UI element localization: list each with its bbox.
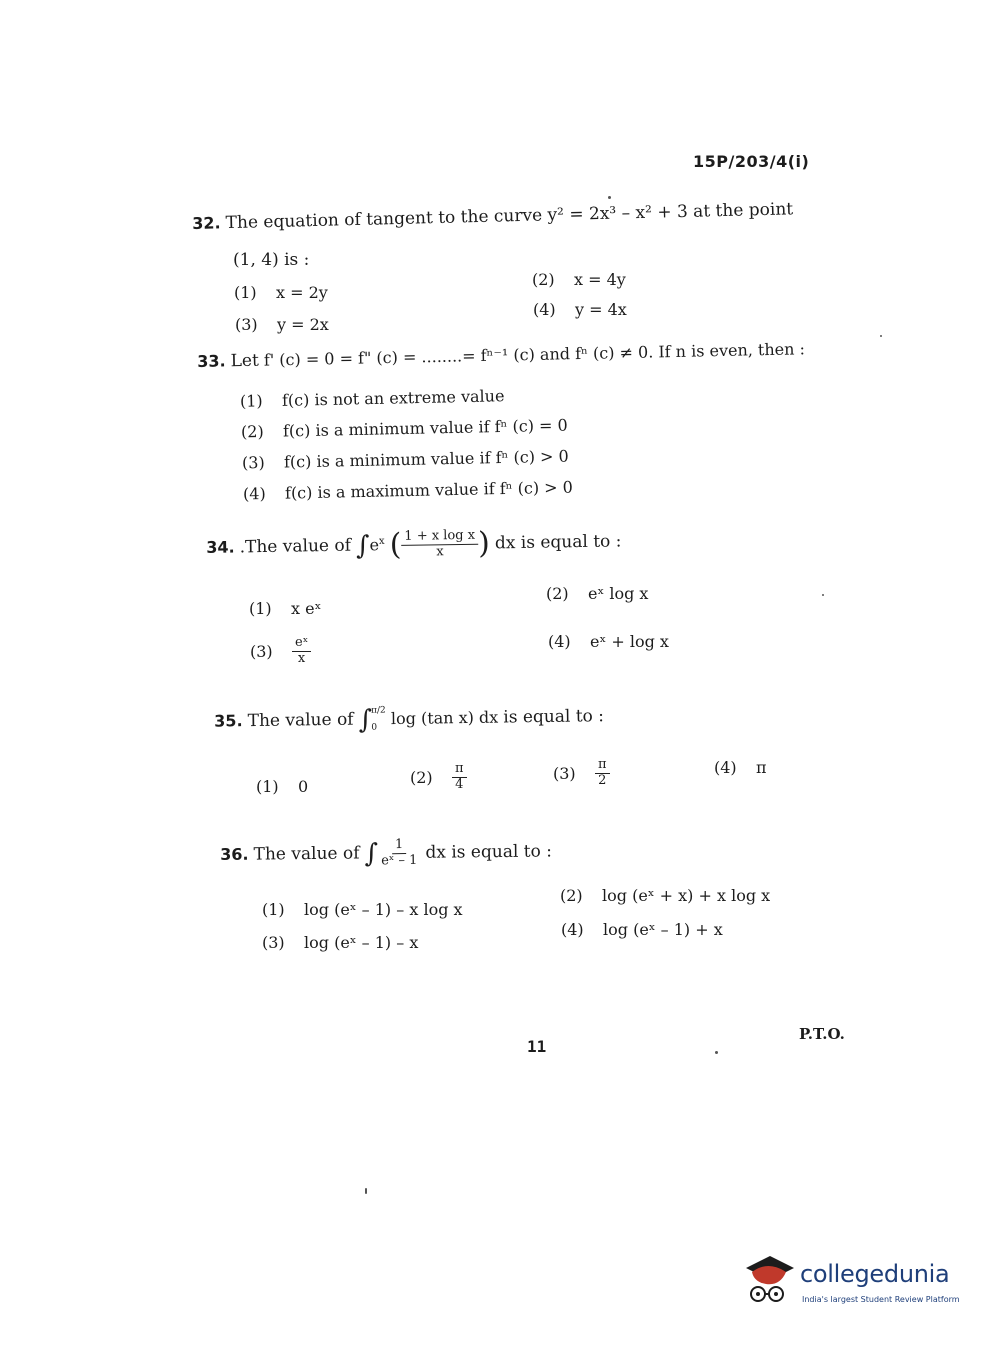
question-text: f' (c) = 0 = f" (c) = ........= fⁿ⁻¹ (c) and fⁿ (c) ≠ 0. If n is even, then :	[263, 339, 806, 370]
option-1: (1) f(c) is not an extreme value	[239, 386, 505, 411]
collegedunia-logo	[740, 1250, 970, 1310]
question-suffix: dx is equal to :	[425, 841, 553, 863]
question-number: 33.	[197, 351, 226, 371]
option-4: (4) eˣ + log x	[548, 632, 669, 651]
question-prefix: .The value of	[239, 535, 352, 558]
integral-limits: π/2 0	[370, 705, 386, 733]
question-suffix: dx is equal to :	[494, 531, 622, 554]
option-fraction: $\frac{\pi}{2}$	[595, 758, 610, 789]
scan-speck	[715, 1051, 718, 1054]
pto-label: P.T.O.	[799, 1025, 845, 1043]
option-3: (3) $\frac{\pi}{2}$	[553, 758, 610, 789]
question-34	[206, 526, 622, 563]
question-text: The equation of tangent to the curve y² = 2x³ – x² + 3 at the point	[225, 199, 794, 234]
option-2: (2) f(c) is a minimum value if fⁿ (c) = 0	[240, 415, 568, 442]
question-text-continued: (1, 4) is :	[233, 250, 310, 270]
question-36	[220, 837, 552, 871]
option-1: (1) x = 2y	[234, 283, 328, 302]
option-2: (2) eˣ log x	[546, 584, 649, 603]
open-paren: (	[389, 527, 402, 563]
question-prefix: Let	[230, 350, 260, 372]
question-suffix: is equal to :	[503, 706, 605, 728]
page-number: 11	[527, 1037, 547, 1056]
option-1: (1) log (eˣ – 1) – x log x	[262, 900, 463, 919]
integrand-exponent: x	[378, 535, 385, 547]
option-1: (1) x eˣ	[249, 599, 322, 618]
question-32	[192, 199, 793, 234]
brand-tagline: India's largest Student Review Platform	[802, 1295, 960, 1304]
option-4: (4) π	[714, 758, 767, 777]
option-3: (3) y = 2x	[235, 315, 329, 334]
question-35	[214, 700, 604, 740]
question-number: 34.	[206, 537, 235, 557]
integral-sign: ∫	[355, 530, 370, 562]
scan-speck	[365, 1188, 367, 1194]
integrand-fraction: $\frac{\text{1 + x log x}}{x}$	[401, 529, 478, 561]
option-2: (2) log (eˣ + x) + x log x	[560, 886, 771, 905]
option-3: (3) f(c) is a minimum value if fⁿ (c) > 0	[241, 446, 569, 473]
scan-speck	[608, 196, 611, 199]
integrand-fraction: $\frac{1}{\text{eˣ – 1}}$	[381, 837, 418, 869]
question-number: 35.	[214, 711, 243, 731]
option-2: (2) x = 4y	[532, 270, 626, 289]
option-4: (4) f(c) is a maximum value if fⁿ (c) > 0	[242, 477, 574, 504]
close-paren: )	[477, 525, 491, 562]
integrand: log (tan x) dx	[390, 707, 499, 729]
question-prefix: The value of	[247, 709, 354, 732]
integral-sign: ∫	[364, 838, 379, 869]
option-fraction: $\frac{\pi}{4}$	[452, 762, 467, 793]
scan-speck	[880, 335, 882, 337]
scan-speck	[822, 594, 824, 596]
option-3: (3) log (eˣ – 1) – x	[262, 933, 419, 952]
mascot-icon	[740, 1250, 798, 1310]
question-number: 36.	[220, 844, 249, 864]
question-prefix: The value of	[253, 843, 360, 865]
integral-sign: ∫	[358, 704, 373, 736]
option-fraction: $\frac{\text{eˣ}}{x}$	[292, 636, 311, 667]
integrand-base: e	[369, 535, 380, 555]
option-4: (4) log (eˣ – 1) + x	[561, 920, 723, 939]
paper-code: 15P/203/4(i)	[693, 152, 810, 171]
question-33	[197, 339, 805, 372]
option-1: (1) 0	[256, 777, 309, 796]
option-4: (4) y = 4x	[533, 300, 627, 319]
brand-name: collegedunia	[800, 1260, 950, 1288]
question-number: 32.	[192, 213, 221, 233]
option-2: (2) $\frac{\pi}{4}$	[410, 762, 467, 793]
option-3: (3) $\frac{\text{eˣ}}{x}$	[250, 636, 311, 667]
